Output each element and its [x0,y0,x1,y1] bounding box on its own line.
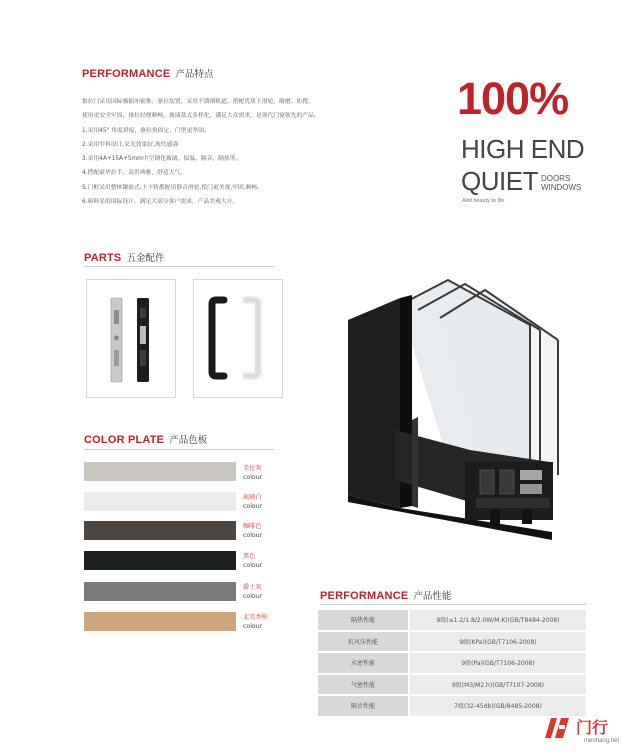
feature-line: 4.搭配豪华拉手，高贵典雅，舒适大气。 [82,170,187,177]
performance-title-en: PERFORMANCE [82,68,171,80]
lock-hardware-image [86,279,176,398]
color-swatch [84,492,236,511]
swatch-colour-label: colour [243,532,263,539]
color-plate-title-cn: 产品色板 [169,435,208,446]
brand-url: menhang.net [584,738,620,744]
feature-line: 使用更安全牢固，推拉轻便顺畅。玻璃款式多样化，满足大众需求，是现代门窗领先的产品。 [82,113,320,120]
door-handles-icon [194,280,282,397]
hero-quiet-row [461,164,581,194]
perf-label: 水密性能 [318,653,408,673]
hero-doors: DOORS [540,174,571,183]
swatch-colour-label: colour [243,593,263,600]
perf-table-title-en: PERFORMANCE [320,590,409,602]
performance-features-list [82,95,412,209]
table-row [318,694,586,716]
perf-table-title [320,588,451,602]
color-swatch-label [243,552,262,570]
swatch-name: 爵士灰 [243,584,262,591]
brand-logo [543,716,608,740]
performance-title [82,66,213,80]
color-swatch-label [243,522,262,540]
perf-table-divider [320,604,586,605]
hero-percent: 100% [457,73,569,124]
hero-doors-windows [541,174,581,192]
color-swatch [84,521,236,540]
swatch-name: 黑色 [243,553,256,560]
feature-line: 5.门框采用整体镶嵌式,上下轨都配用静音滑轮,使门更美观,牢固,顺畅。 [82,184,264,191]
swatch-name: 琉璃白 [243,494,262,501]
swatch-name: 北美香柏 [243,614,268,621]
performance-title-cn: 产品特点 [175,69,214,80]
swatch-colour-label: colour [243,503,263,510]
feature-line: 6.颜料采用国际设计，满足大部分客户需求，产品美观大方。 [82,199,239,206]
perf-label: 气密性能 [318,675,408,695]
swatch-colour-label: colour [243,623,263,630]
perf-value: 9级(Pa)(GB/T7106-2008) [410,653,586,673]
perf-label: 隔热性能 [318,610,408,630]
brand-name: 门行 [576,718,609,737]
swatch-colour-label: colour [243,562,263,569]
color-swatch-label [243,613,268,631]
parts-divider [84,266,274,267]
table-row [318,673,586,695]
swatch-name: 美伦灰 [243,465,262,472]
feature-line: 推拉门采用国际极缩冲密推，驱位装置，采用不锈钢轨道，搭配优质下滑轮，耐磨、防搜， [82,99,314,105]
feature-line: 3.采用4A+15A+5mm中空钢化玻璃、保温、隔音、隔热等。 [82,156,242,163]
color-swatch [84,551,236,570]
color-plate-title-en: COLOR PLATE [84,434,165,446]
color-swatch [84,612,236,631]
color-plate-title [84,432,207,446]
feature-line: 2.采用窄料设计,采光效果好,现代感强 [82,141,179,148]
hero-high-end: HIGH END [461,134,585,164]
color-swatch-label [243,583,262,601]
perf-label: 隔音性能 [318,696,408,716]
window-profile-image [340,270,590,550]
table-row [318,651,586,673]
perf-value: 9级(M3/M2.h)(GB/T7107-2008) [410,675,586,695]
table-row [318,630,586,652]
perf-value: 7级(32-45db)(GB/8485-2008) [410,696,586,716]
parts-title-cn: 五金配件 [126,253,165,264]
perf-value: 9级(KPa)(GB/T7106-2008) [410,632,586,652]
parts-title [84,250,164,264]
hero-tagline: Add beauty to life [462,198,505,204]
perf-label: 抗风压性能 [318,632,408,652]
perf-value: 9级(≤1.2/1.8/2.0W/M.K)(GB/T8484-2008) [410,610,586,630]
performance-table [318,608,586,716]
color-swatch [84,462,236,481]
perf-table-title-cn: 产品性能 [413,591,452,602]
color-swatch-label [243,493,262,511]
table-row [318,608,586,630]
brand-mark-icon [543,716,571,740]
color-swatch [84,582,236,601]
color-swatch-label [243,464,262,482]
handle-hardware-image [193,279,283,398]
hero-windows: WINDOWS [540,183,582,192]
lock-plates-icon [87,280,175,397]
swatch-name: 咖啡色 [243,523,262,530]
swatch-colour-label: colour [243,474,263,481]
color-plate-divider [84,449,274,450]
feature-line: 1.采用45° 角度拼接，驱拉角固定，门型更坚固。 [82,127,210,134]
hero-quiet: QUIET [461,166,538,196]
parts-title-en: PARTS [84,252,122,264]
